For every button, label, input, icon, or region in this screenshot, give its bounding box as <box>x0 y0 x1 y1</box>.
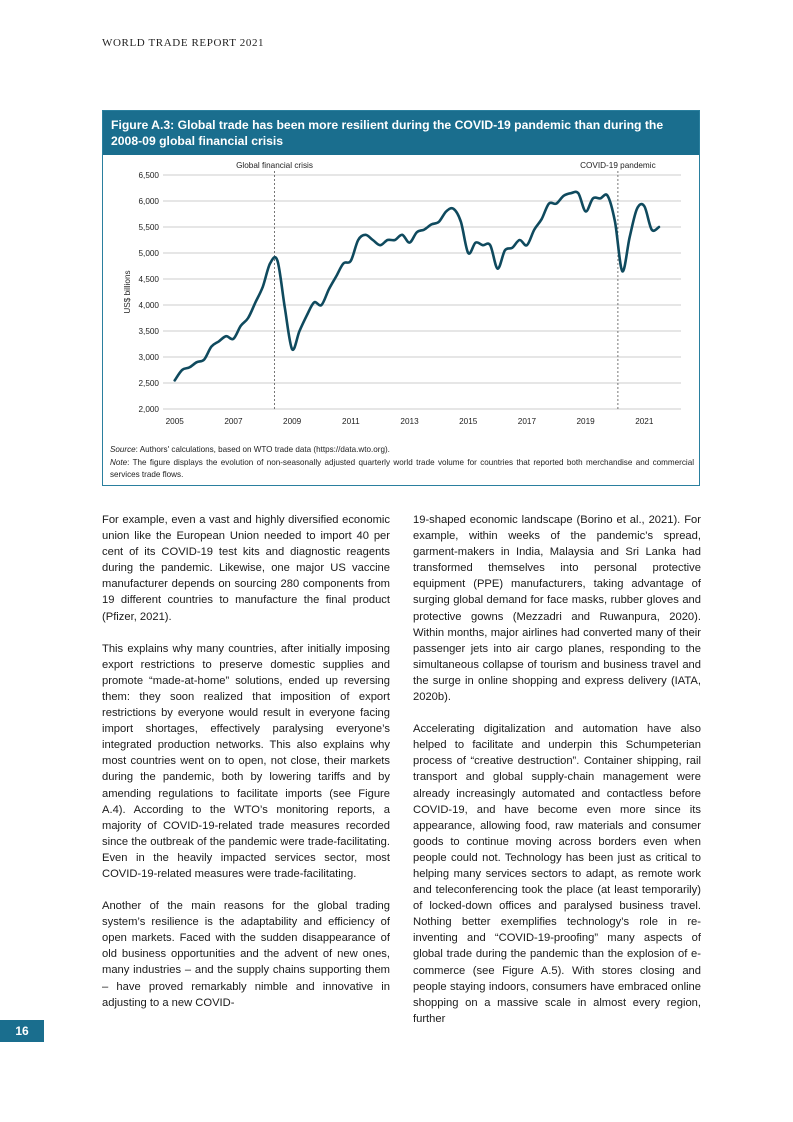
note-text: : The figure displays the evolution of non-seasonally adjusted quarterly world trade volume for countries that reported both merchandise and commercial services trade flows. <box>110 458 694 479</box>
source-text: : Authors' calculations, based on WTO trade data (https://data.wto.org). <box>135 445 390 454</box>
y-tick-label: 2,000 <box>138 405 159 414</box>
note-line <box>110 457 694 481</box>
figure-box <box>102 110 700 486</box>
source-label: Source <box>110 445 136 454</box>
y-tick-label: 5,000 <box>138 249 159 258</box>
x-tick-label: 2019 <box>576 417 595 426</box>
source-line <box>110 444 694 456</box>
paragraph: For example, even a vast and highly diversified economic union like the European Union needed to import 40 per cent of its COVID-19 test kits and diagnostic reagents during the pandemic. Likewise, one major US vaccine manufacturer depends on sourcing 280 components from 19 different countries to manufacture the final product (Pfizer, 2021). <box>102 514 390 623</box>
figure-title: Figure A.3: Global trade has been more resilient during the COVID-19 pandemic than during the 2008-09 global financial crisis <box>103 111 699 155</box>
x-tick-label: 2013 <box>400 417 419 426</box>
y-tick-label: 6,000 <box>138 197 159 206</box>
x-tick-label: 2017 <box>517 417 537 426</box>
paragraph: Accelerating digitalization and automation have also helped to facilitate and underpin this Schumpeterian process of “creative destruction”. Container shipping, rail transport and global supply-chain management were already increasingly automated and contactless before COVID-19, and have become even more since its appearance, allowing food, raw materials and consumer goods to continue moving across borders even when people could not. Technology has been just as critical to helping many services sectors to adapt, as remote work and teleconferencing took the place (at least temporarily) of locked-down offices and paralysed business travel. Nothing better exemplifies technology’s role in re-inventing and “COVID-19-proofing” many aspects of global trade during the pandemic than the explosion of e-commerce (see Figure A.5). With stores closing and people staying indoors, consumers have embraced online shopping on a massive scale in almost every region, further <box>413 723 701 1025</box>
line-chart <box>103 155 699 445</box>
running-header: WORLD TRADE REPORT 2021 <box>102 37 265 49</box>
annotation-label: Global financial crisis <box>236 161 313 170</box>
y-tick-label: 3,500 <box>138 327 159 336</box>
x-tick-label: 2021 <box>635 417 654 426</box>
y-tick-label: 4,000 <box>138 301 159 310</box>
right-column <box>413 512 701 1043</box>
y-tick-label: 4,500 <box>138 275 159 284</box>
note-label: Note <box>110 458 128 467</box>
paragraph: Another of the main reasons for the global trading system’s resilience is the adaptability and efficiency of open markets. Faced with the sudden disappearance of old business opportunities and the advent of new ones, many industries – and the supply chains supporting them – have proved remarkably nimble and innovative in adjusting to a new COVID- <box>102 900 390 1009</box>
x-tick-label: 2007 <box>224 417 243 426</box>
chart-container <box>103 155 699 455</box>
paragraph: 19-shaped economic landscape (Borino et al., 2021). For example, within weeks of the pandemic’s spread, garment-makers in India, Malaysia and Sri Lanka had transformed themselves into personal protective equipment (PPE) manufacturers, taking advantage of surging global demand for face masks, rubber gloves and protective gowns (Mezzadri and Ruwanpura, 2020). Within months, major airlines had converted many of their passenger jets into air cargo planes, responding to the simultaneous collapse of tourism and business travel and the surge in online shopping and express delivery (IATA, 2020b). <box>413 514 701 704</box>
figure-notes <box>110 444 694 482</box>
x-tick-label: 2015 <box>459 417 478 426</box>
x-tick-label: 2009 <box>283 417 302 426</box>
y-tick-label: 6,500 <box>138 171 159 180</box>
paragraph: This explains why many countries, after initially imposing export restrictions to preserve domestic supplies and promote “made-at-home” solutions, ended up reversing them: they soon realized that imposition of export restrictions by everyone would result in everyone facing import shortages, effectively paralysing everyone’s integrated production networks. This also explains why most countries went on to open, not close, their markets during the pandemic, both by lowering tariffs and by amending regulations to facilitate imports (see Figure A.4). According to the WTO’s monitoring reports, a majority of COVID-19-related trade measures recorded since the outbreak of the pandemic were trade-facilitating. Even in the heavily impacted services sector, most COVID-19-related measures were trade-facilitating. <box>102 642 390 880</box>
y-tick-label: 2,500 <box>138 379 159 388</box>
trade-volume-line <box>175 192 659 381</box>
annotation-label: COVID-19 pandemic <box>580 161 656 170</box>
x-tick-label: 2005 <box>165 417 184 426</box>
page-number: 16 <box>0 1020 44 1042</box>
y-tick-label: 5,500 <box>138 223 159 232</box>
y-axis-title: US$ billions <box>123 270 132 314</box>
y-tick-label: 3,000 <box>138 353 159 362</box>
left-column <box>102 512 390 1027</box>
x-tick-label: 2011 <box>342 417 360 426</box>
